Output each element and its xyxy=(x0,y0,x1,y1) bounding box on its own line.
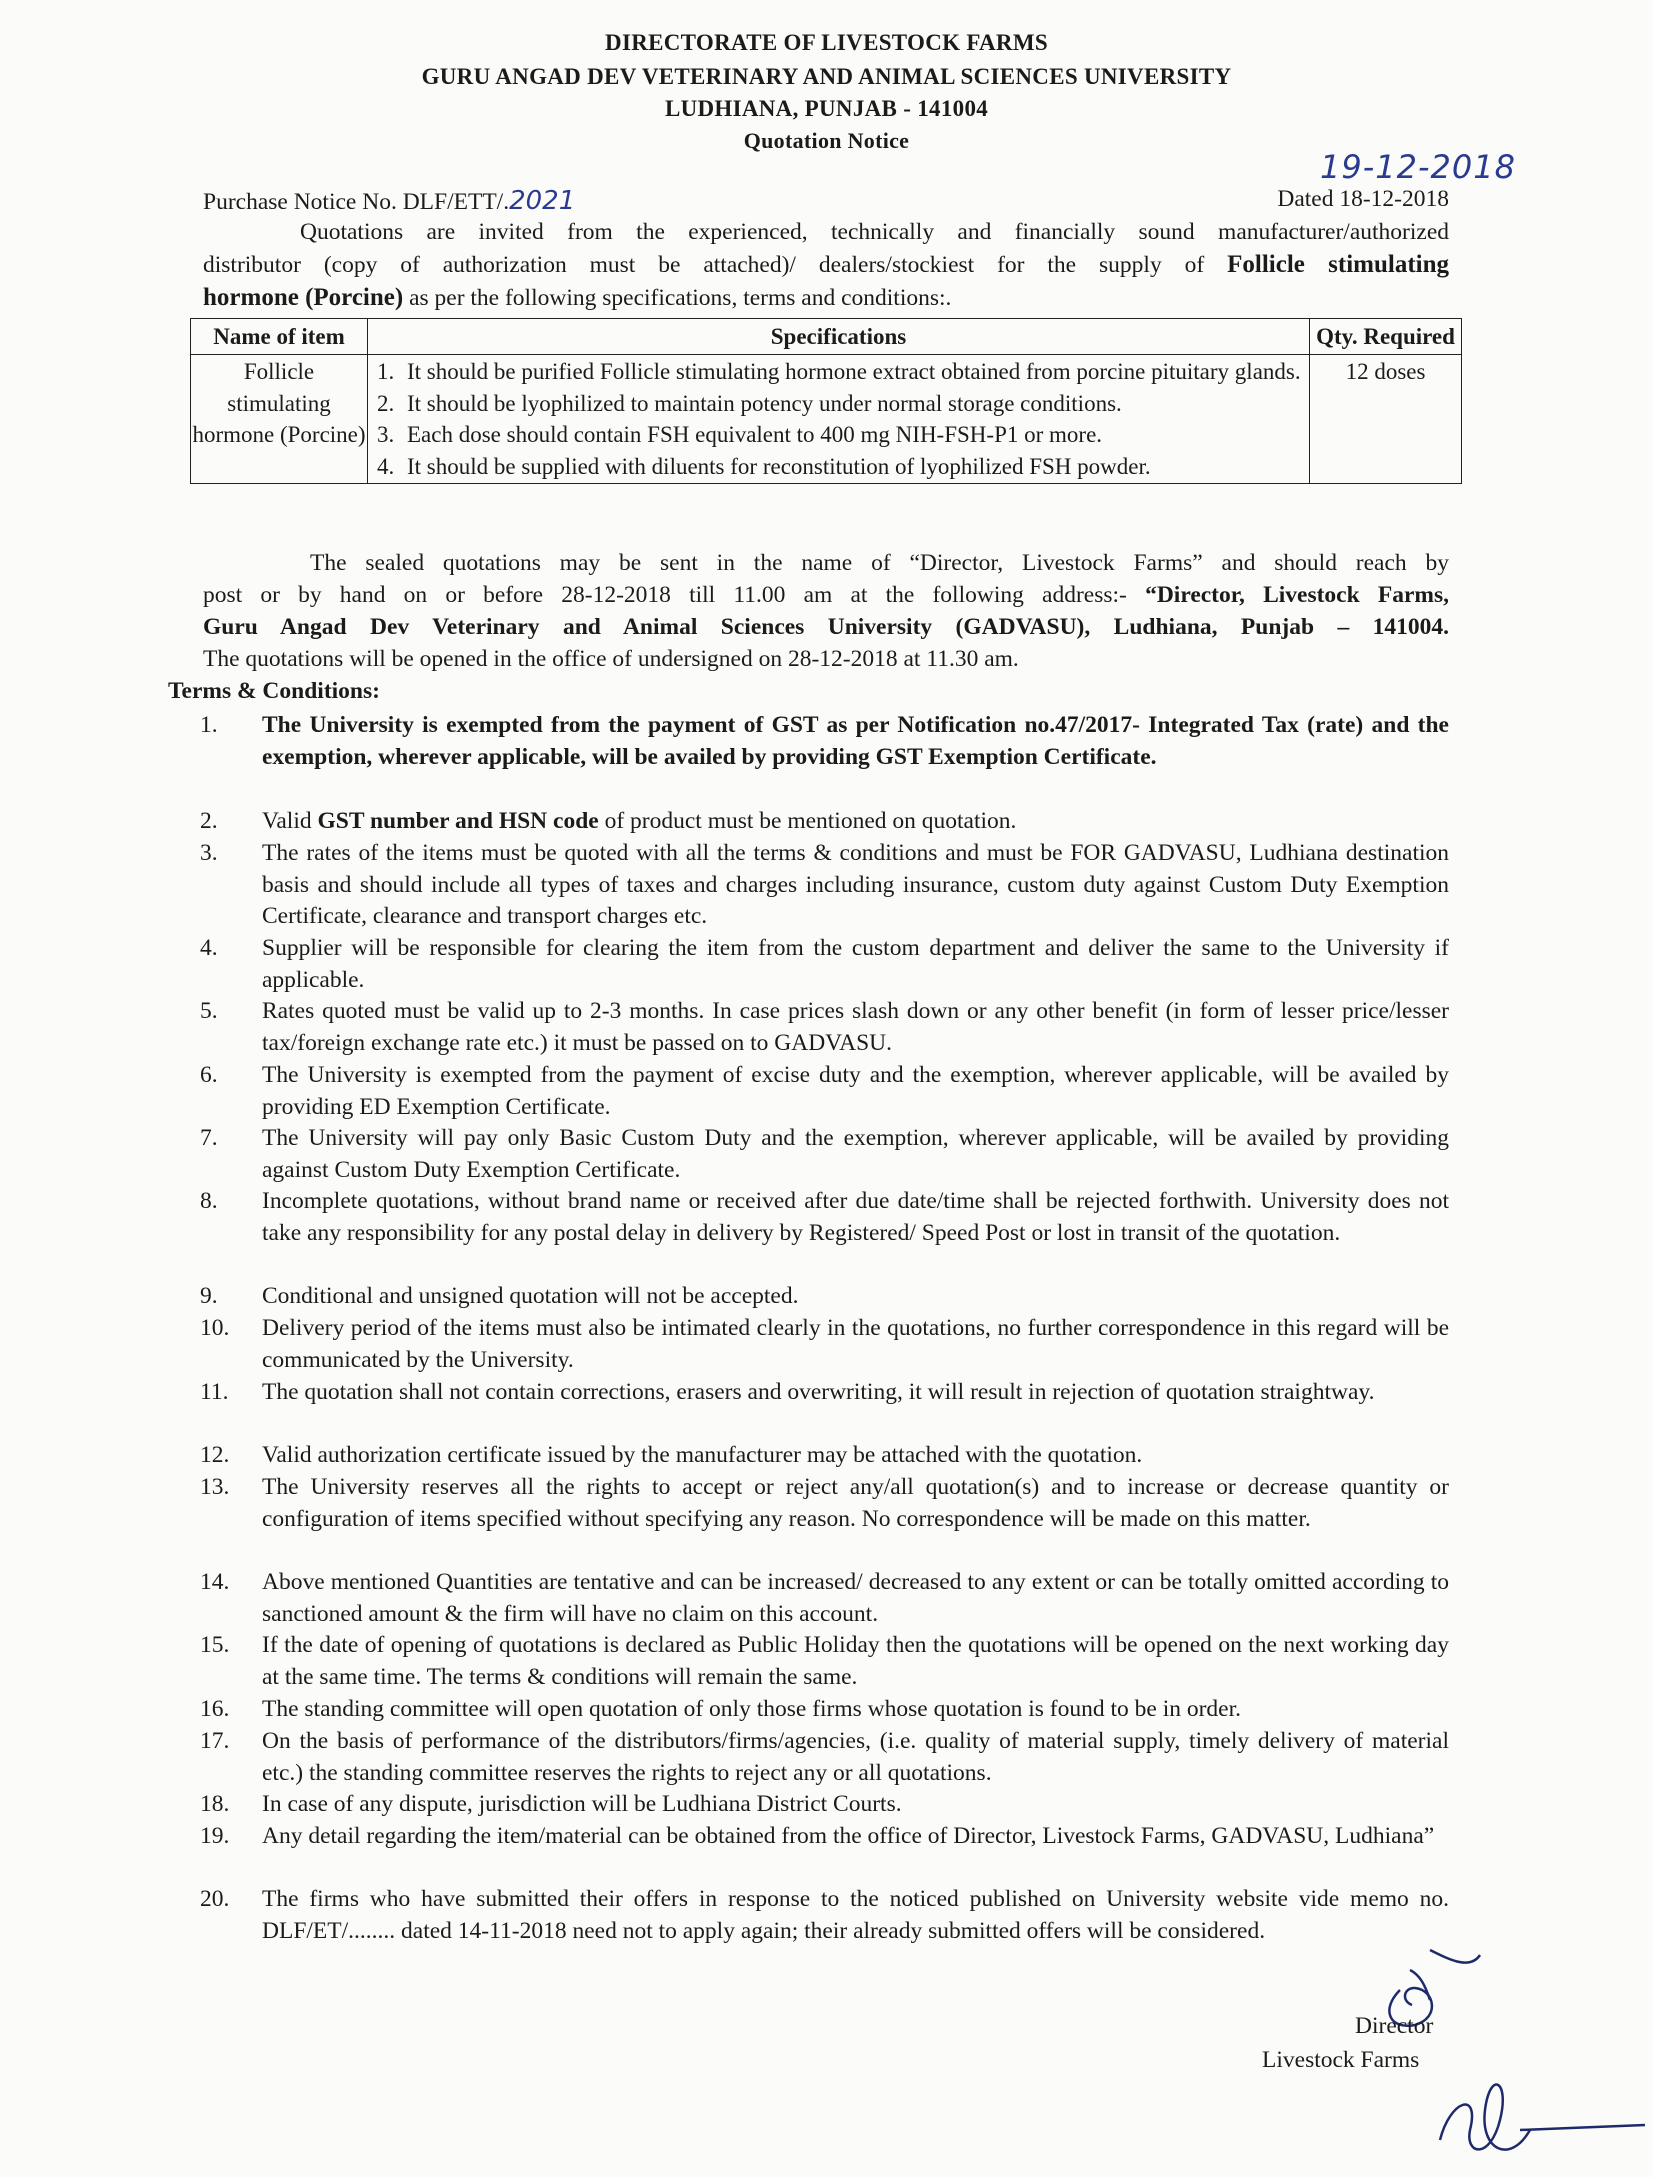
address-highlight: “Director, Livestock Farms, xyxy=(1145,582,1449,608)
header-specifications: Specifications xyxy=(368,319,1310,355)
header-university: GURU ANGAD DEV VETERINARY AND ANIMAL SCIENCES UNIVERSITY xyxy=(421,64,1232,89)
item-name-cell: Follicle stimulating hormone (Porcine) xyxy=(191,355,368,484)
spec-item: 1. It should be purified Follicle stimulating hormone extract obtained from porcine pituitary glands. xyxy=(377,359,1301,384)
header-directorate: DIRECTORATE OF LIVESTOCK FARMS xyxy=(605,30,1048,55)
header-address: LUDHIANA, PUNJAB - 141004 xyxy=(664,96,989,121)
submission-line-1: The sealed quotations may be sent in the name of “Director, Livestock Farms” and should reach by xyxy=(310,550,1449,576)
signatory-organisation: Livestock Farms xyxy=(1262,2047,1420,2073)
notice-date: Dated 18-12-2018 xyxy=(1277,186,1449,212)
table-header-row xyxy=(191,319,1462,355)
intro-line-1: Quotations are invited from the experienced, technically and financially sound manufacturer/authorized xyxy=(300,219,1449,245)
purchase-notice-label: Purchase Notice No. DLF/ETT/. xyxy=(203,189,510,215)
initials-signature-mark xyxy=(1420,2060,1650,2170)
spec-item: 3. Each dose should contain FSH equivalent to 400 mg NIH-FSH-P1 or more. xyxy=(377,422,1103,447)
handwritten-date: 19-12-2018 xyxy=(1320,148,1516,186)
submission-line-2: post or by hand on or before 28-12-2018 till 11.00 am at the following address:- “Director, Livestock Farms, xyxy=(203,582,1449,608)
handwritten-notice-number: 2021 xyxy=(509,186,576,216)
document-title: Quotation Notice xyxy=(743,128,910,153)
spec-list xyxy=(369,356,1308,482)
intro-line-3 xyxy=(203,284,1449,312)
table-row xyxy=(191,355,1462,484)
spec-item: 4. It should be supplied with diluents for reconstitution of lyophilized FSH powder. xyxy=(377,453,1151,479)
spec-item: 2. It should be lyophilized to maintain potency under normal storage conditions. xyxy=(377,390,1122,416)
opening-info: The quotations will be opened in the office of undersigned on 28-12-2018 at 11.30 am. xyxy=(203,646,1019,672)
specifications-cell xyxy=(368,355,1310,484)
specification-table xyxy=(190,318,1462,484)
submission-address: Guru Angad Dev Veterinary and Animal Sciences University (GADVASU), Ludhiana, Punjab – 141004. xyxy=(203,614,1449,640)
intro-text-2: as per the following specifications, terms and conditions:. xyxy=(403,285,952,311)
item-highlight: Follicle stimulating xyxy=(1227,251,1449,278)
header-name-of-item: Name of item xyxy=(191,319,368,355)
header-qty-required: Qty. Required xyxy=(1310,319,1462,355)
item-highlight-2: hormone (Porcine) xyxy=(203,284,404,311)
purchase-notice-number xyxy=(203,186,575,216)
intro-text: distributor (copy of authorization must be attached)/ dealers/stockiest for the supply of xyxy=(203,252,1228,278)
signatory-title: Director xyxy=(1355,2013,1434,2039)
intro-line-2 xyxy=(203,251,1449,279)
terms-heading: Terms & Conditions: xyxy=(168,678,380,704)
quantity-cell: 12 doses xyxy=(1310,355,1462,484)
